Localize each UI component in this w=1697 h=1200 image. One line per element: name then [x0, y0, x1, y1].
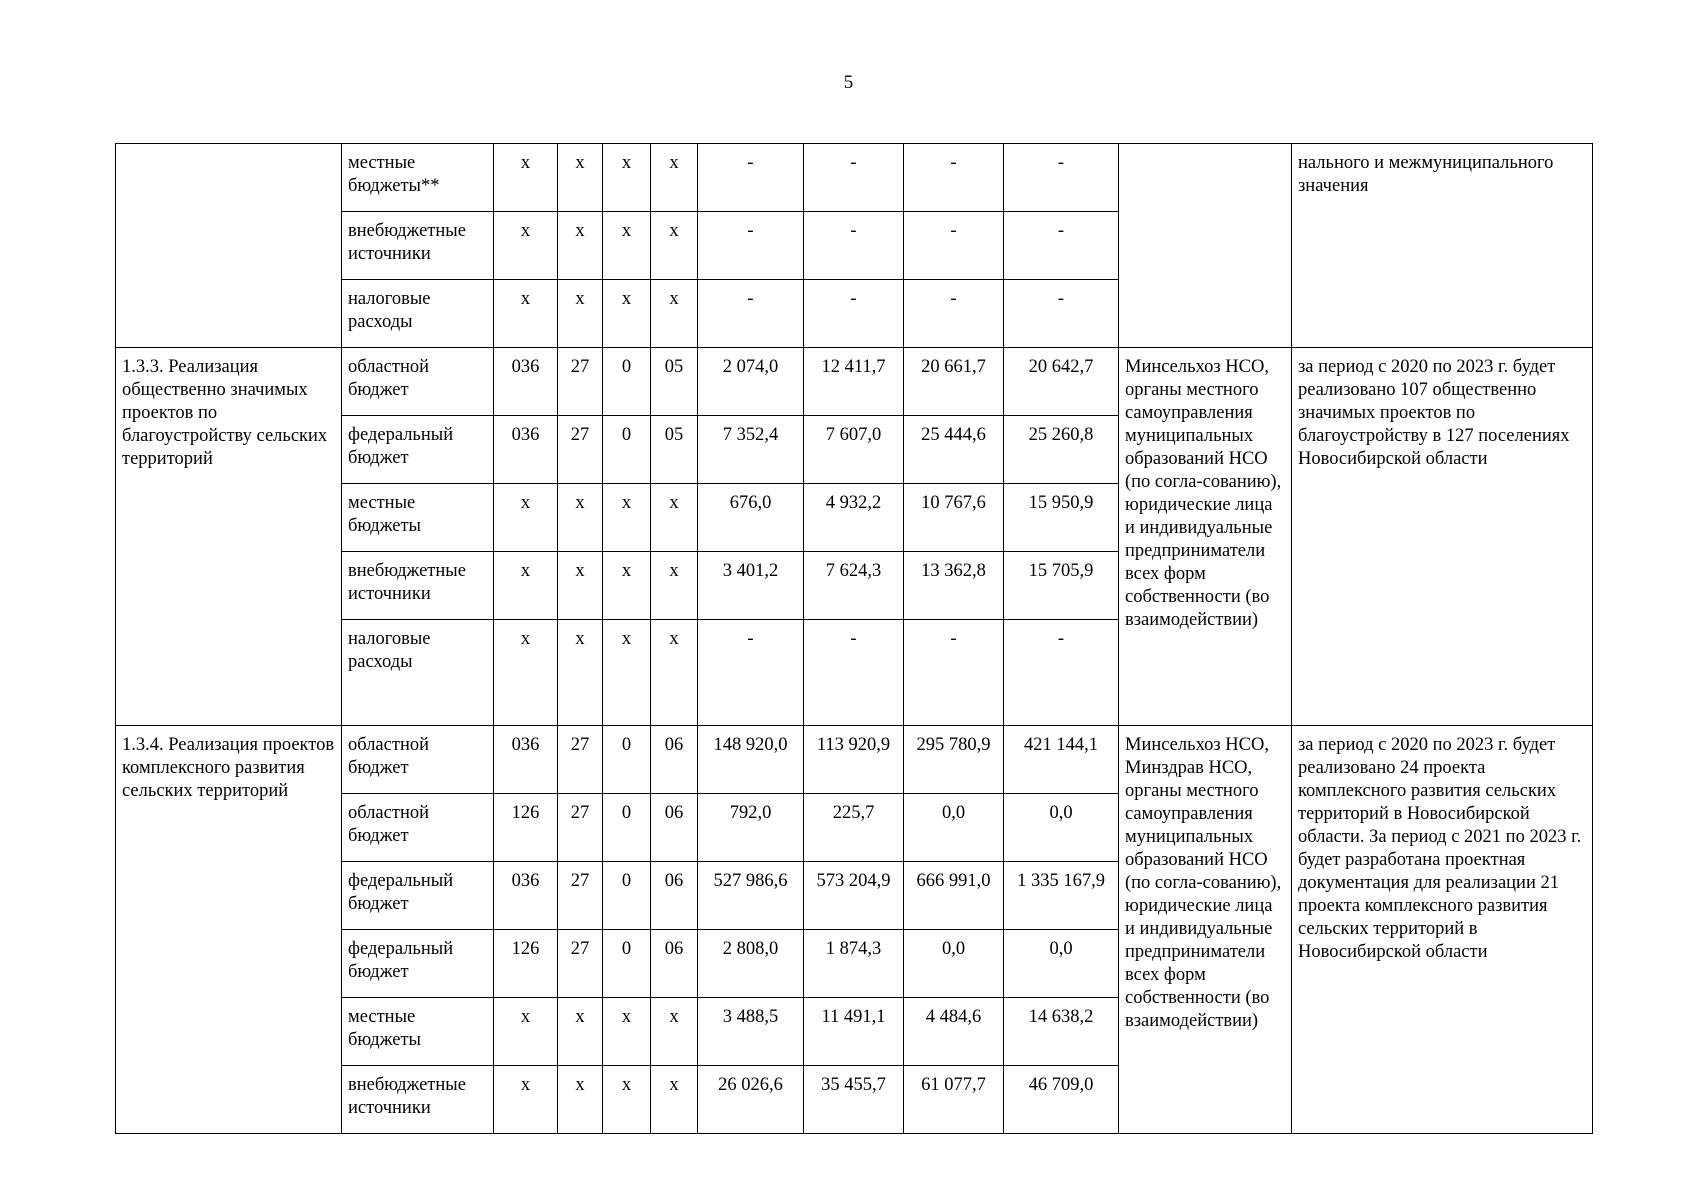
code-csr: 06: [651, 929, 698, 997]
amount-y2020: 3 488,5: [698, 997, 804, 1065]
code-pr: 0: [603, 929, 651, 997]
code-rz: х: [558, 212, 603, 280]
funding-source: местные бюджеты: [342, 484, 494, 552]
code-csr: х: [651, 997, 698, 1065]
amount-y2023: 15 705,9: [1004, 552, 1119, 620]
amount-y2022: 61 077,7: [904, 1065, 1004, 1133]
code-grbs: 036: [494, 416, 558, 484]
code-grbs: х: [494, 552, 558, 620]
code-grbs: х: [494, 1065, 558, 1133]
table-row: [116, 144, 1593, 212]
code-rz: 27: [558, 861, 603, 929]
amount-y2021: 4 932,2: [804, 484, 904, 552]
code-csr: х: [651, 144, 698, 212]
continued-activity-name: [116, 144, 342, 348]
amount-y2022: -: [904, 212, 1004, 280]
code-pr: 0: [603, 416, 651, 484]
code-grbs: х: [494, 997, 558, 1065]
code-pr: х: [603, 1065, 651, 1133]
code-csr: х: [651, 280, 698, 348]
code-grbs: 036: [494, 348, 558, 416]
amount-y2020: 2 074,0: [698, 348, 804, 416]
amount-y2020: 527 986,6: [698, 861, 804, 929]
code-pr: х: [603, 997, 651, 1065]
amount-y2023: 46 709,0: [1004, 1065, 1119, 1133]
code-grbs: 126: [494, 929, 558, 997]
amount-y2021: 573 204,9: [804, 861, 904, 929]
funding-source: областной бюджет: [342, 725, 494, 793]
code-rz: х: [558, 484, 603, 552]
code-csr: 05: [651, 416, 698, 484]
amount-y2021: 11 491,1: [804, 997, 904, 1065]
code-csr: х: [651, 484, 698, 552]
continued-executor: [1119, 144, 1292, 348]
activity-1-3-4-executor: Минсельхоз НСО, Минздрав НСО, органы местного самоуправления муниципальных образований НСО (по согла-сованию), юридические лица и индивидуальные предприниматели всех форм собственности (во взаимодействии): [1119, 725, 1292, 1133]
code-rz: х: [558, 144, 603, 212]
amount-y2023: 14 638,2: [1004, 997, 1119, 1065]
funding-source: федеральный бюджет: [342, 861, 494, 929]
amount-y2022: 13 362,8: [904, 552, 1004, 620]
table-row: [116, 725, 1593, 793]
code-rz: х: [558, 280, 603, 348]
continued-expected-result: нального и межмуниципального значения: [1292, 144, 1593, 348]
funding-source: внебюджетные источники: [342, 212, 494, 280]
code-pr: х: [603, 212, 651, 280]
amount-y2020: -: [698, 620, 804, 726]
code-grbs: х: [494, 484, 558, 552]
amount-y2020: -: [698, 280, 804, 348]
amount-y2023: -: [1004, 212, 1119, 280]
code-pr: 0: [603, 793, 651, 861]
code-csr: 06: [651, 793, 698, 861]
funding-source: внебюджетные источники: [342, 552, 494, 620]
amount-y2020: -: [698, 144, 804, 212]
amount-y2023: 25 260,8: [1004, 416, 1119, 484]
amount-y2020: 3 401,2: [698, 552, 804, 620]
code-rz: х: [558, 552, 603, 620]
code-pr: х: [603, 144, 651, 212]
code-pr: 0: [603, 348, 651, 416]
amount-y2023: -: [1004, 144, 1119, 212]
amount-y2022: 25 444,6: [904, 416, 1004, 484]
code-grbs: х: [494, 620, 558, 726]
code-rz: 27: [558, 929, 603, 997]
code-pr: х: [603, 552, 651, 620]
funding-source: внебюджетные источники: [342, 1065, 494, 1133]
code-grbs: 126: [494, 793, 558, 861]
code-csr: х: [651, 620, 698, 726]
code-grbs: х: [494, 280, 558, 348]
amount-y2022: 295 780,9: [904, 725, 1004, 793]
amount-y2021: 35 455,7: [804, 1065, 904, 1133]
activity-1-3-3-expected-result: за период с 2020 по 2023 г. будет реализовано 107 общественно значимых проектов по благоустройству в 127 поселениях Новосибирской области: [1292, 348, 1593, 726]
amount-y2022: 20 661,7: [904, 348, 1004, 416]
amount-y2021: 7 624,3: [804, 552, 904, 620]
code-grbs: х: [494, 212, 558, 280]
amount-y2023: 1 335 167,9: [1004, 861, 1119, 929]
amount-y2023: 0,0: [1004, 793, 1119, 861]
code-csr: х: [651, 1065, 698, 1133]
amount-y2022: 0,0: [904, 793, 1004, 861]
code-pr: 0: [603, 725, 651, 793]
code-rz: 27: [558, 793, 603, 861]
program-activities-table: [115, 143, 1593, 1134]
activity-1-3-3-activity-name: 1.3.3. Реализация общественно значимых проектов по благоустройству сельских территорий: [116, 348, 342, 726]
amount-y2023: -: [1004, 280, 1119, 348]
code-grbs: х: [494, 144, 558, 212]
code-grbs: 036: [494, 725, 558, 793]
code-pr: 0: [603, 861, 651, 929]
code-pr: х: [603, 280, 651, 348]
amount-y2022: -: [904, 280, 1004, 348]
code-grbs: 036: [494, 861, 558, 929]
amount-y2020: 148 920,0: [698, 725, 804, 793]
funding-source: местные бюджеты**: [342, 144, 494, 212]
amount-y2021: 113 920,9: [804, 725, 904, 793]
amount-y2021: 7 607,0: [804, 416, 904, 484]
code-pr: х: [603, 620, 651, 726]
code-rz: 27: [558, 416, 603, 484]
amount-y2020: 26 026,6: [698, 1065, 804, 1133]
amount-y2022: 4 484,6: [904, 997, 1004, 1065]
table-row: [116, 348, 1593, 416]
funding-source: федеральный бюджет: [342, 416, 494, 484]
code-rz: 27: [558, 348, 603, 416]
amount-y2021: -: [804, 620, 904, 726]
amount-y2020: 2 808,0: [698, 929, 804, 997]
amount-y2021: 1 874,3: [804, 929, 904, 997]
activity-1-3-4-activity-name: 1.3.4. Реализация проектов комплексного развития сельских территорий: [116, 725, 342, 1133]
amount-y2022: 10 767,6: [904, 484, 1004, 552]
amount-y2023: 421 144,1: [1004, 725, 1119, 793]
funding-source: областной бюджет: [342, 348, 494, 416]
amount-y2023: 0,0: [1004, 929, 1119, 997]
amount-y2022: 0,0: [904, 929, 1004, 997]
activity-1-3-4-expected-result: за период с 2020 по 2023 г. будет реализовано 24 проекта комплексного развития сельских территорий в Новосибирской области. За период с 2021 по 2023 г. будет разработана проектная документация для реализации 21 проекта комплексного развития сельских территорий в Новосибирской области: [1292, 725, 1593, 1133]
amount-y2022: -: [904, 144, 1004, 212]
funding-source: федеральный бюджет: [342, 929, 494, 997]
code-csr: 06: [651, 861, 698, 929]
amount-y2023: -: [1004, 620, 1119, 726]
activity-1-3-3-executor: Минсельхоз НСО, органы местного самоуправления муниципальных образований НСО (по согла-сованию), юридические лица и индивидуальные предприниматели всех форм собственности (во взаимодействии): [1119, 348, 1292, 726]
amount-y2022: -: [904, 620, 1004, 726]
amount-y2020: 792,0: [698, 793, 804, 861]
amount-y2021: -: [804, 144, 904, 212]
amount-y2021: -: [804, 280, 904, 348]
amount-y2022: 666 991,0: [904, 861, 1004, 929]
code-rz: х: [558, 620, 603, 726]
funding-source: налоговые расходы: [342, 620, 494, 726]
code-rz: 27: [558, 725, 603, 793]
funding-source: местные бюджеты: [342, 997, 494, 1065]
page-number: 5: [843, 72, 854, 93]
code-pr: х: [603, 484, 651, 552]
amount-y2021: -: [804, 212, 904, 280]
code-csr: 06: [651, 725, 698, 793]
code-csr: х: [651, 552, 698, 620]
code-rz: х: [558, 1065, 603, 1133]
table-body: [116, 144, 1593, 1134]
amount-y2020: 676,0: [698, 484, 804, 552]
funding-source: областной бюджет: [342, 793, 494, 861]
code-csr: х: [651, 212, 698, 280]
amount-y2020: 7 352,4: [698, 416, 804, 484]
amount-y2023: 15 950,9: [1004, 484, 1119, 552]
code-csr: 05: [651, 348, 698, 416]
code-rz: х: [558, 997, 603, 1065]
amount-y2021: 225,7: [804, 793, 904, 861]
amount-y2020: -: [698, 212, 804, 280]
amount-y2023: 20 642,7: [1004, 348, 1119, 416]
amount-y2021: 12 411,7: [804, 348, 904, 416]
funding-source: налоговые расходы: [342, 280, 494, 348]
